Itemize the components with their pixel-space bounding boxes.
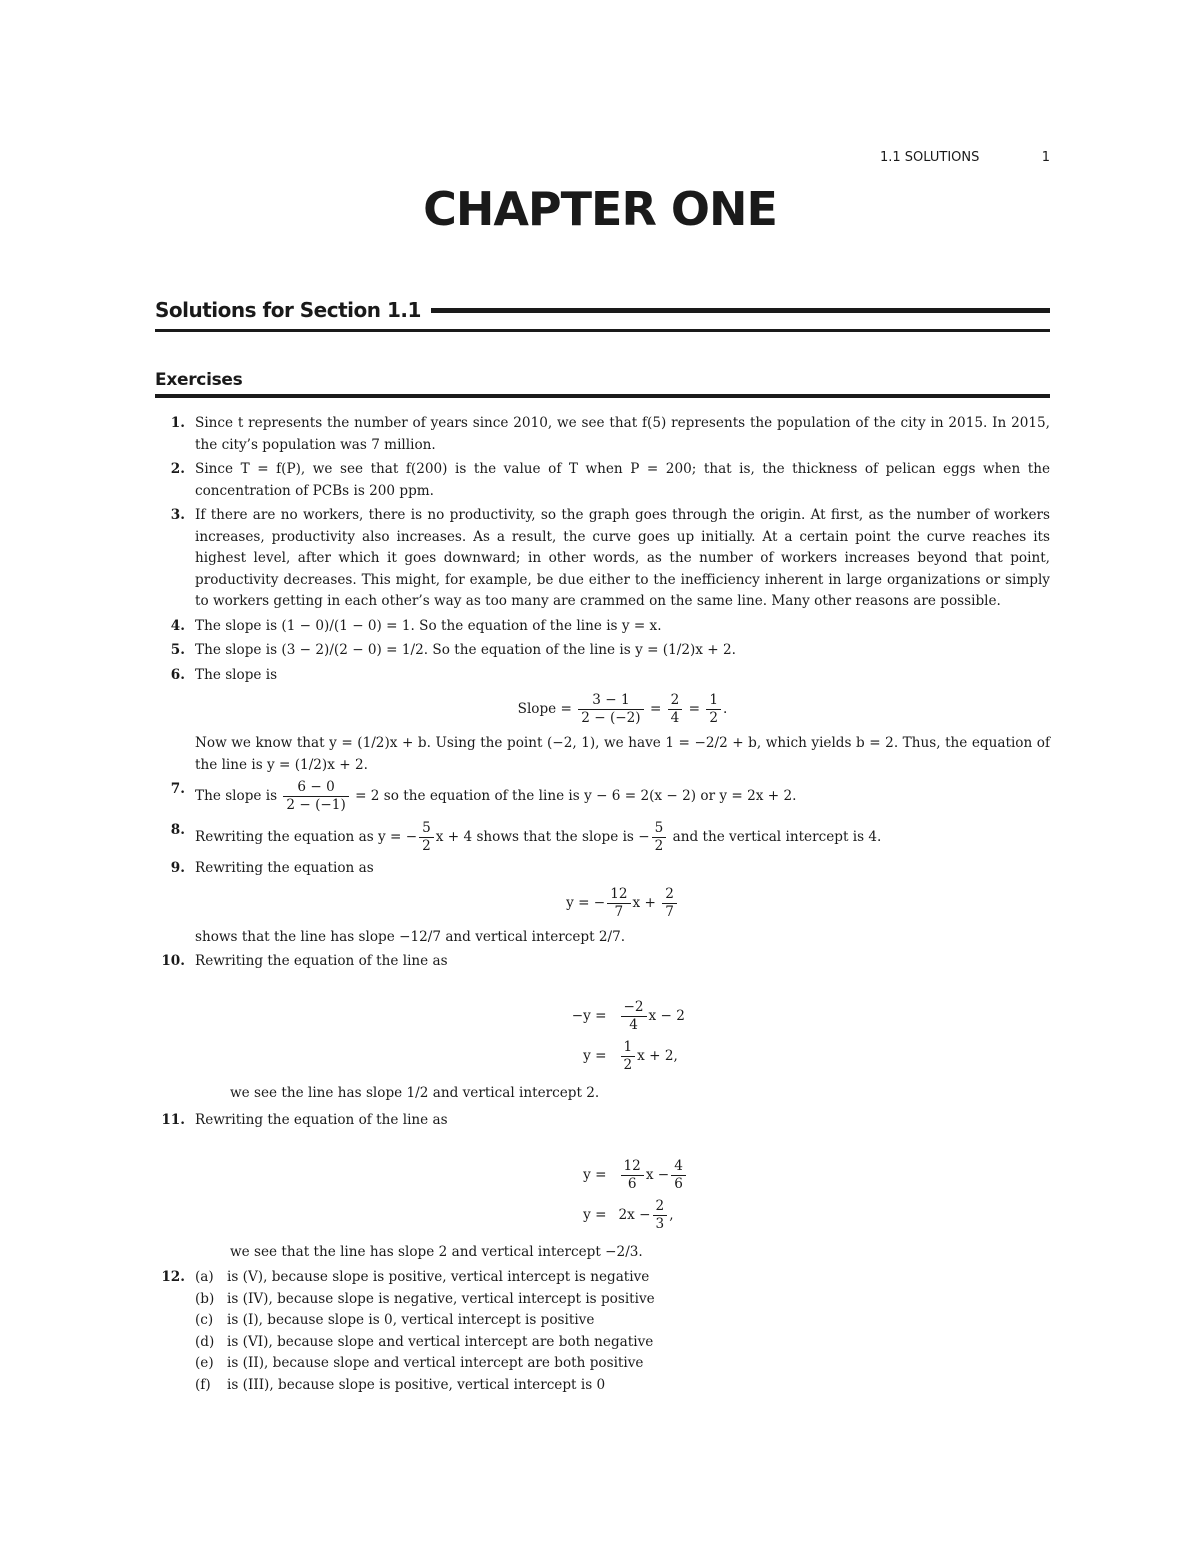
- part-text: is (II), because slope and vertical intercept are both positive: [227, 1355, 644, 1371]
- part-label: (a): [195, 1269, 214, 1285]
- exercise-12: [155, 1267, 1050, 1396]
- fraction: [621, 1158, 644, 1193]
- exercise-1: [155, 413, 1050, 456]
- exercise-number: 5.: [170, 642, 185, 658]
- exercise-part: [195, 1289, 1050, 1311]
- exercise-parts: [195, 1267, 1050, 1396]
- exercise-part: [195, 1332, 1050, 1354]
- subsection-heading: [155, 370, 1050, 398]
- part-text: is (I), because slope is 0, vertical intercept is positive: [227, 1312, 595, 1328]
- exercise-list: [155, 413, 1050, 1399]
- denominator: 6: [674, 1176, 683, 1192]
- fraction: [621, 1039, 636, 1074]
- fraction: [283, 779, 348, 814]
- exercise-4: [155, 616, 1050, 638]
- numerator: 1: [621, 1039, 636, 1057]
- exercise-number: 7.: [170, 781, 185, 797]
- exercise-text: The slope is (3 − 2)/(2 − 0) = 1/2. So the equation of the line is y = (1/2)x + 2.: [195, 642, 736, 658]
- exercise-number: 8.: [170, 822, 185, 838]
- denominator: 2 − (−2): [581, 710, 641, 726]
- numerator: 12: [621, 1158, 644, 1176]
- exercise-text: The slope is (1 − 0)/(1 − 0) = 1. So the equation of the line is y = x.: [195, 617, 662, 634]
- text-segment: x + 2,: [637, 1048, 678, 1064]
- subsection-title: Exercises: [155, 370, 243, 390]
- aligned-equations: [195, 997, 1050, 1077]
- exercise-number: 12.: [161, 1269, 185, 1285]
- exercise-part: [195, 1310, 1050, 1332]
- exercise-number: 6.: [170, 666, 185, 683]
- text-segment: x + 4 shows that the slope is −: [435, 829, 650, 845]
- fraction: [652, 820, 667, 855]
- part-label: (c): [195, 1312, 214, 1328]
- exercise-2: [155, 459, 1050, 502]
- exercise-8: [155, 820, 1050, 855]
- exercise-text-continued: shows that the line has slope −12/7 and vertical intercept 2/7.: [195, 928, 626, 945]
- period: .: [723, 701, 728, 717]
- equation-lhs: y = −: [566, 894, 606, 911]
- equals-sign: =: [649, 701, 662, 717]
- exercise-text-continued: Now we know that y = (1/2)x + b. Using the point (−2, 1), we have 1 = −2/2 + b, which yields b = 2. Thus, the equation of the line is y = (1/2)x + 2.: [195, 735, 1050, 773]
- fraction: [668, 692, 683, 727]
- exercise-text: The slope is: [195, 666, 278, 683]
- equals-sign: =: [688, 701, 701, 717]
- numerator: 12: [607, 886, 630, 904]
- denominator: 7: [665, 903, 674, 920]
- section-rule-bottom: [155, 329, 1050, 332]
- aligned-equations: [195, 1156, 1050, 1236]
- exercise-part: [195, 1375, 1050, 1397]
- part-text: is (V), because slope is positive, vertical intercept is negative: [227, 1269, 650, 1285]
- exercise-6: [155, 665, 1050, 777]
- text-segment: The slope is: [195, 788, 278, 804]
- equation-rhs: [613, 1198, 739, 1233]
- chapter-title: CHAPTER ONE: [423, 182, 777, 236]
- equation-row: [195, 1196, 1050, 1236]
- page-number: 1: [1041, 150, 1050, 165]
- equation-lhs: −y =: [571, 1007, 607, 1024]
- text-segment: x +: [632, 894, 656, 911]
- part-text: is (III), because slope is positive, vertical intercept is 0: [227, 1376, 606, 1393]
- exercise-number: 4.: [170, 617, 185, 634]
- text-segment: and the vertical intercept is 4.: [672, 829, 882, 845]
- part-text: is (IV), because slope is negative, vertical intercept is positive: [227, 1290, 655, 1307]
- numerator: 2: [668, 692, 683, 710]
- text-segment: x − 2: [648, 1008, 685, 1024]
- text-segment: ,: [669, 1207, 674, 1223]
- text-segment: = 2 so the equation of the line is y − 6 = 2(x − 2) or y = 2x + 2.: [355, 788, 797, 804]
- section-title: Solutions for Section 1.1: [155, 298, 431, 322]
- section-heading: [155, 298, 1050, 338]
- denominator: 4: [629, 1017, 638, 1033]
- running-head: [880, 150, 1050, 165]
- numerator: 6 − 0: [283, 779, 348, 797]
- fraction: [662, 886, 677, 921]
- equation-lhs: y =: [583, 1166, 607, 1183]
- numerator: 2: [662, 886, 677, 904]
- denominator: 2: [422, 838, 431, 854]
- exercise-text: If there are no workers, there is no productivity, so the graph goes through the origin. At first, as the number of workers increases, productivity also increases. As a result, the curve goes up initially. At a certain point the curve reaches its highest level, after which it goes downward; in other words, as the number of workers increases beyond that point, productivity decreases. This might, for example, be due either to the inefficiency inherent in large organizations or simply to workers getting in each other’s way as too many are crammed on the same line. Many other reasons are possible.: [195, 507, 1050, 609]
- equation-rhs: [613, 1158, 739, 1193]
- fraction: [653, 1198, 668, 1233]
- exercise-text: Rewriting the equation of the line as: [195, 1112, 448, 1128]
- part-label: (b): [195, 1290, 215, 1307]
- exercise-part: [195, 1353, 1050, 1375]
- exercise-text: Rewriting the equation of the line as: [195, 953, 448, 969]
- part-label: (d): [195, 1333, 215, 1350]
- part-text: is (VI), because slope and vertical intercept are both negative: [227, 1333, 654, 1350]
- exercise-9: [155, 858, 1050, 948]
- slope-equation: [195, 692, 1050, 727]
- exercise-text-continued: we see that the line has slope 2 and vertical intercept −2/3.: [230, 1243, 643, 1260]
- exercise-number: 1.: [170, 415, 185, 431]
- exercise-number: 9.: [170, 860, 185, 876]
- numerator: 4: [671, 1158, 686, 1176]
- denominator: 6: [627, 1176, 637, 1192]
- fraction: [706, 692, 721, 727]
- part-label: (e): [195, 1355, 214, 1371]
- equation-lhs: y =: [583, 1047, 607, 1064]
- numerator: 5: [419, 820, 434, 838]
- slope-label: Slope =: [517, 701, 572, 717]
- fraction: [671, 1158, 686, 1193]
- exercise-3: [155, 505, 1050, 613]
- denominator: 2: [623, 1057, 633, 1073]
- equation-row: [195, 1156, 1050, 1196]
- denominator: 2: [709, 710, 719, 726]
- denominator: 2: [654, 838, 664, 854]
- display-equation: [195, 886, 1050, 921]
- numerator: 2: [653, 1198, 668, 1216]
- equation-row: [195, 997, 1050, 1037]
- text-segment: Rewriting the equation as y = −: [195, 829, 418, 845]
- fraction: [621, 999, 647, 1034]
- equation-lhs: y =: [583, 1206, 607, 1223]
- exercise-7: [155, 779, 1050, 814]
- text-segment: x −: [645, 1167, 670, 1183]
- text-segment: 2x −: [618, 1207, 651, 1223]
- exercise-text: [195, 779, 1050, 814]
- exercise-part: [195, 1267, 1050, 1289]
- exercise-text: Rewriting the equation as: [195, 860, 374, 876]
- exercise-text: Since t represents the number of years since 2010, we see that f(5) represents the population of the city in 2015. In 2015, the city’s population was 7 million.: [195, 415, 1050, 453]
- exercise-text: Since T = f(P), we see that f(200) is the value of T when P = 200; that is, the thickness of pelican eggs when the concentration of PCBs is 200 ppm.: [195, 461, 1050, 499]
- numerator: −2: [621, 999, 647, 1017]
- exercise-5: [155, 640, 1050, 662]
- exercise-number: 10.: [161, 953, 185, 969]
- subsection-rule: [155, 394, 1050, 398]
- denominator: 7: [614, 903, 624, 920]
- exercise-11: [155, 1110, 1050, 1263]
- equation-row: [195, 1037, 1050, 1077]
- denominator: 4: [670, 710, 680, 726]
- exercise-number: 2.: [170, 461, 185, 477]
- equation-rhs: [613, 1039, 739, 1074]
- running-head-section: 1.1 SOLUTIONS: [880, 150, 980, 165]
- exercise-text: [195, 820, 1050, 855]
- numerator: 3 − 1: [578, 692, 643, 710]
- exercise-number: 3.: [170, 507, 185, 523]
- section-rule-top: [395, 308, 1050, 313]
- fraction: [419, 820, 434, 855]
- equation-rhs: [613, 999, 739, 1034]
- denominator: 2 − (−1): [286, 797, 346, 813]
- part-label: (f): [195, 1376, 211, 1393]
- fraction: [607, 886, 630, 921]
- exercise-text-continued: we see the line has slope 1/2 and vertical intercept 2.: [230, 1084, 600, 1101]
- exercise-number: 11.: [161, 1112, 185, 1128]
- numerator: 5: [652, 820, 667, 838]
- exercise-10: [155, 951, 1050, 1104]
- fraction: [578, 692, 643, 727]
- denominator: 3: [655, 1216, 665, 1232]
- numerator: 1: [706, 692, 721, 710]
